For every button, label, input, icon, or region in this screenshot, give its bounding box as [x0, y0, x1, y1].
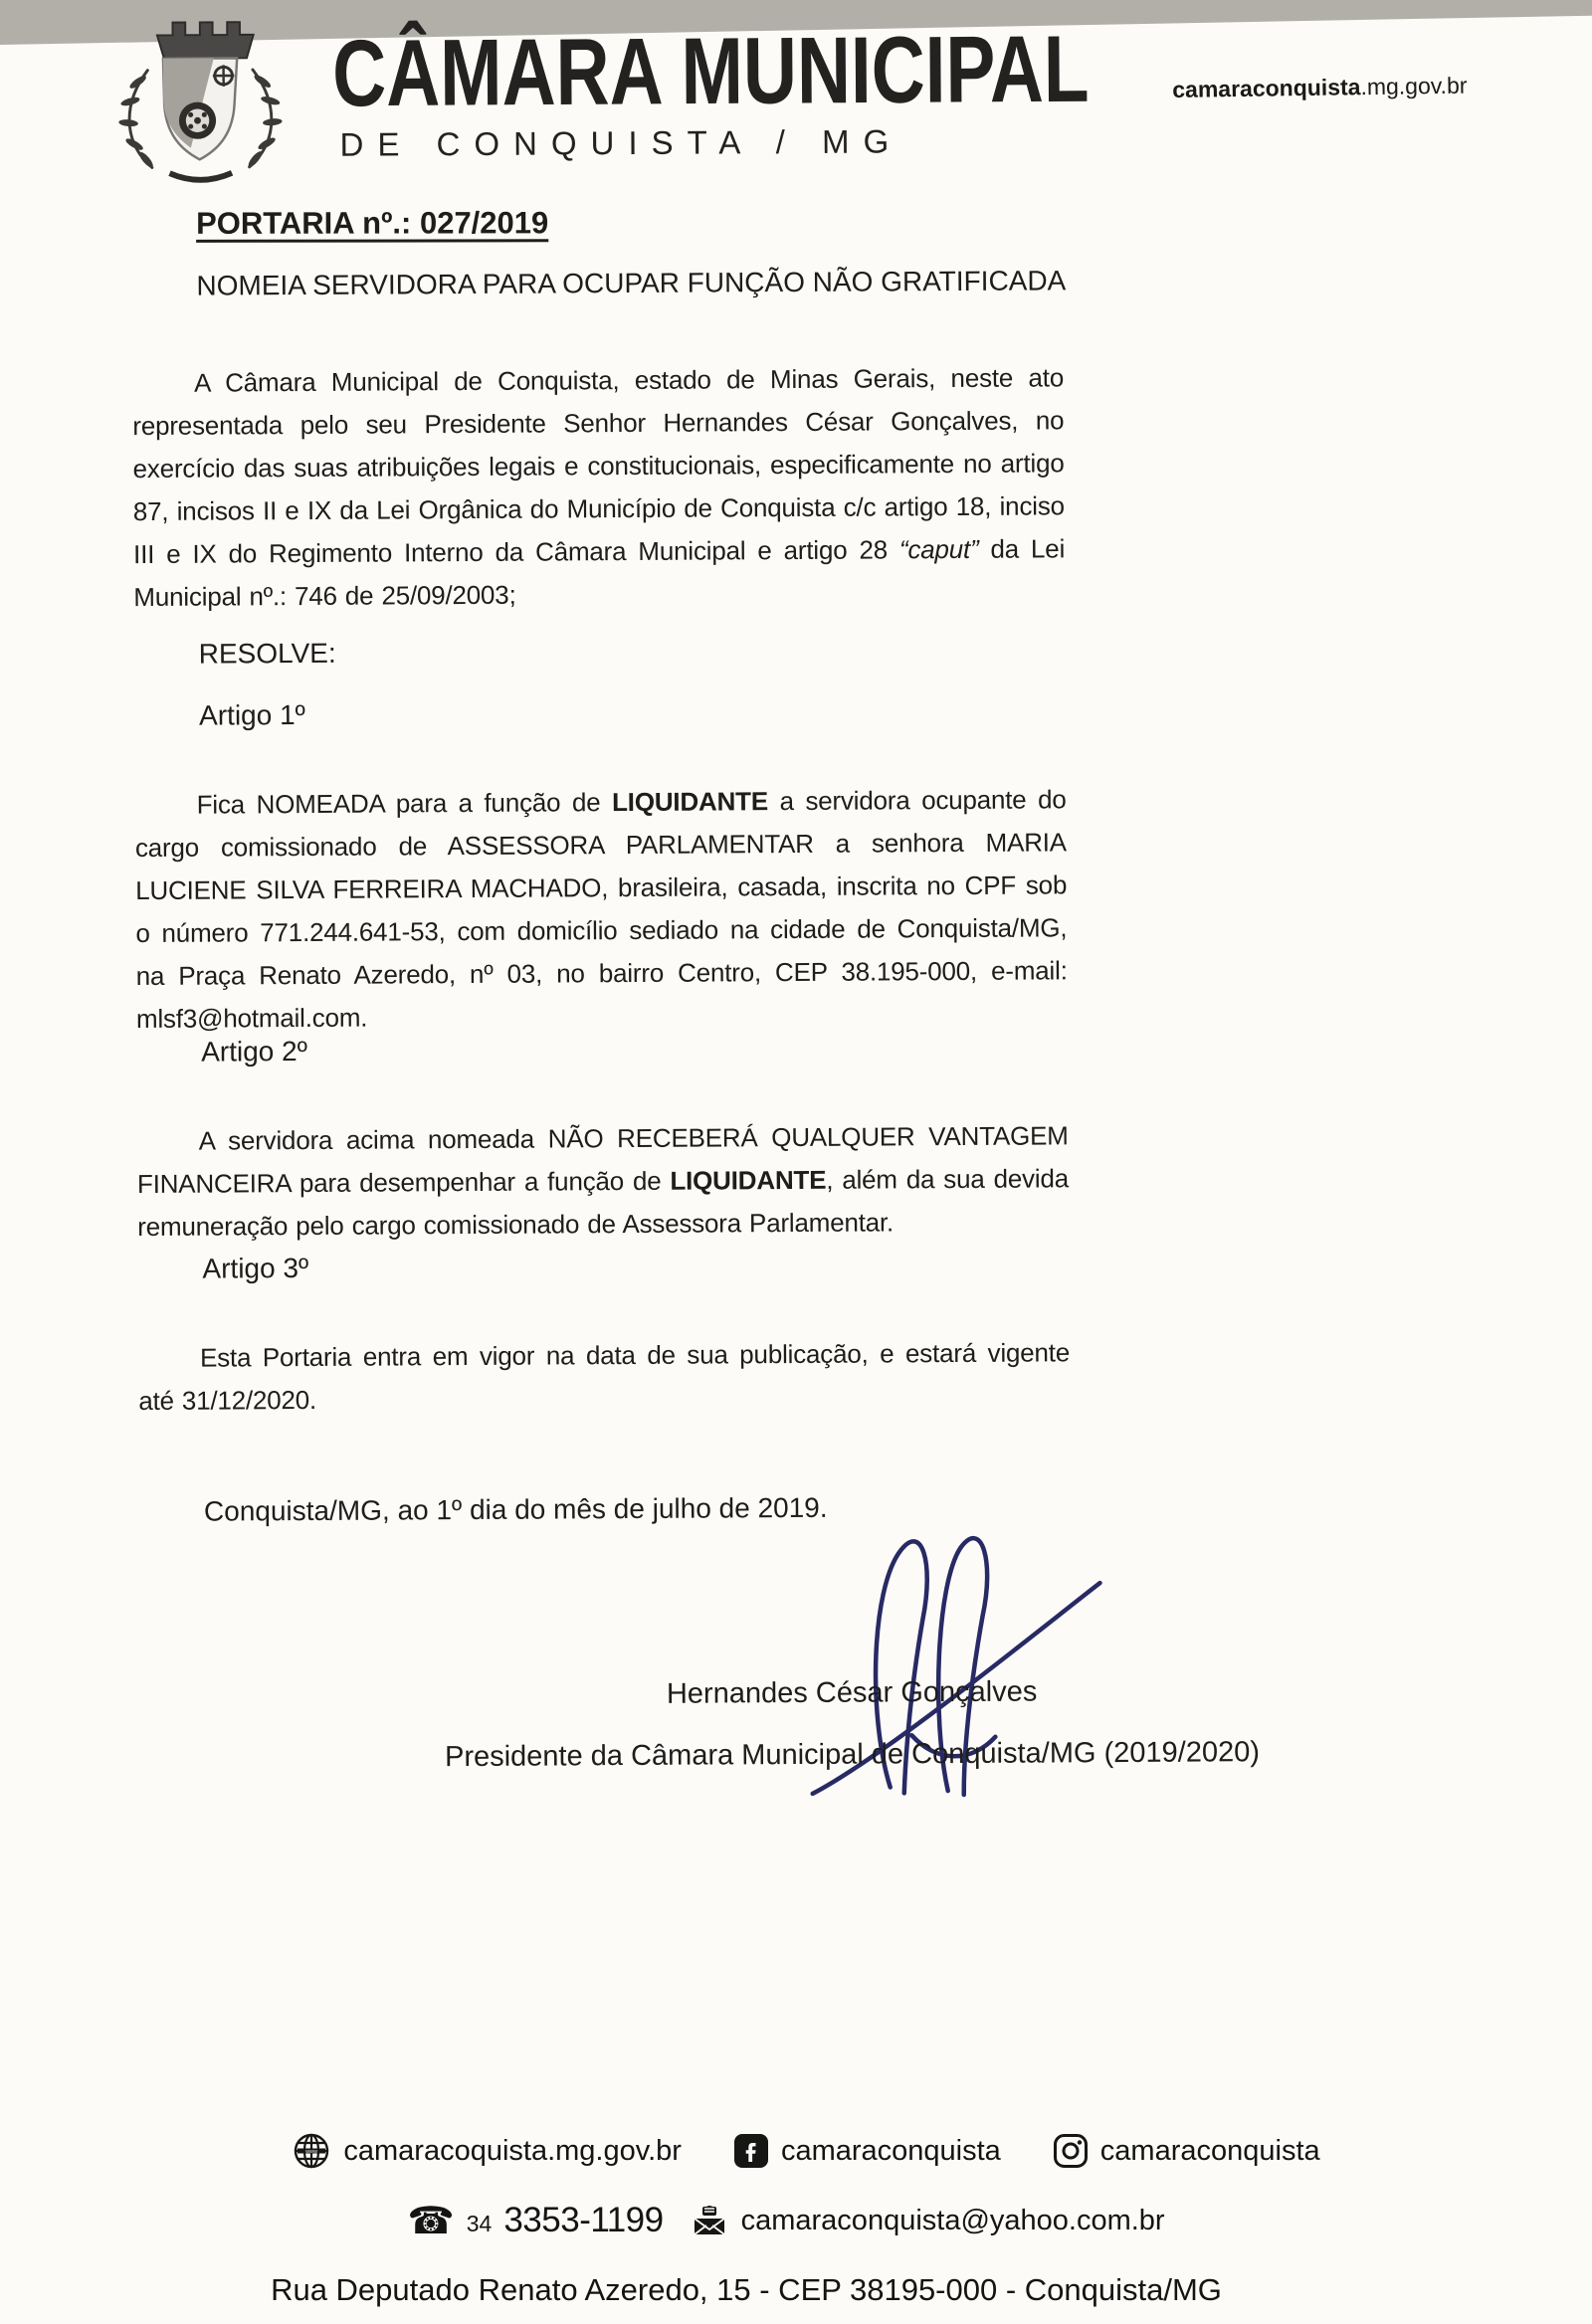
portaria-subject: NOMEIA SERVIDORA PARA OCUPAR FUNÇÃO NÃO GRATIFICADA: [196, 265, 1067, 301]
org-subtitle: DE CONQUISTA / MG: [339, 122, 903, 163]
facebook-icon: [733, 2133, 769, 2169]
footer-email-item: [690, 2201, 1165, 2240]
globe-icon: [292, 2131, 331, 2171]
footer-phone-area: 34: [466, 2210, 493, 2236]
article-2-body: A servidora acima nomeada NÃO RECEBERÁ QUALQUER VANTAGEM FINANCEIRA para desempenhar a função de LIQUIDANTE, além da sua devida remuneração pelo cargo comissionado de Assessora Parlamentar.: [136, 1120, 1070, 1243]
header-website-rest: .mg.gov.br: [1360, 72, 1468, 100]
footer-email-text: camaraconquista@yahoo.com.br: [740, 2204, 1165, 2236]
footer-instagram-item: [1053, 2133, 1320, 2169]
footer-website-item: [292, 2131, 682, 2171]
phone-icon: ☎: [407, 2199, 455, 2242]
email-icon: [690, 2201, 729, 2240]
article-3-heading: Artigo 3º: [202, 1253, 309, 1284]
footer-phone-number: 3353-1199: [503, 2201, 664, 2239]
org-name: CÂMARA MUNICIPAL: [331, 15, 1090, 126]
footer-phone-item: [407, 2201, 663, 2240]
signatory-name: Hernandes César Gonçalves: [666, 1675, 1038, 1710]
portaria-title: PORTARIA nº.: 027/2019: [196, 205, 549, 241]
footer-instagram-text: camaraconquista: [1099, 2134, 1320, 2167]
footer-website-text: camaracoquista.mg.gov.br: [343, 2134, 682, 2167]
header-website: [1172, 73, 1468, 103]
coat-of-arms: [82, 13, 319, 189]
article-1-heading: Artigo 1º: [199, 699, 305, 731]
svg-text:WWW: WWW: [305, 2149, 318, 2155]
resolve-keyword: RESOLVE:: [198, 637, 336, 670]
instagram-icon: [1053, 2133, 1089, 2169]
article-1-body: Fica NOMEADA para a função de LIQUIDANTE a servidora ocupante do cargo comissionado de ASSESSORA PARLAMENTAR a senhora MARIA LUCIENE SILVA FERREIRA MACHADO, brasileira, casada, inscrita no CPF sob o número 771.244.641-53, com domicílio sediado na cidade de Conquista/MG, na Praça Renato Azeredo, nº 03, no bairro Centro, CEP 38.195-000, e-mail: mlsf3@hotmail.com.: [134, 784, 1068, 1035]
dateline: Conquista/MG, ao 1º dia do mês de julho de 2019.: [203, 1491, 828, 1527]
footer-address: Rua Deputado Renato Azeredo, 15 - CEP 38195-000 - Conquista/MG: [271, 2272, 1222, 2307]
footer-facebook-text: camaraconquista: [780, 2134, 1001, 2167]
article-2-heading: Artigo 2º: [201, 1036, 307, 1067]
footer-facebook-item: [733, 2133, 1001, 2169]
footer-line-contacts: [0, 2131, 1592, 2171]
signatory-role: Presidente da Câmara Municipal de Conquista/MG (2019/2020): [444, 1736, 1261, 1774]
preamble-paragraph: A Câmara Municipal de Conquista, estado de Minas Gerais, neste ato representada pelo seu Presidente Senhor Hernandes César Gonçalves, no exercício das suas atribuições legais e constitucionais, especificamente no artigo 87, incisos II e IX da Lei Orgânica do Município de Conquista c/c artigo 18, inciso III e IX do Regimento Interno da Câmara Municipal e artigo 28 “caput” da Lei Municipal nº.: 746 de 25/09/2003;: [132, 362, 1066, 613]
footer-line-phone-email: [0, 2201, 1572, 2240]
article-3-body: Esta Portaria entra em vigor na data de sua publicação, e estará vigente até 31/12/2020.: [138, 1337, 1071, 1417]
header-website-bold: camaraconquista: [1172, 74, 1361, 102]
